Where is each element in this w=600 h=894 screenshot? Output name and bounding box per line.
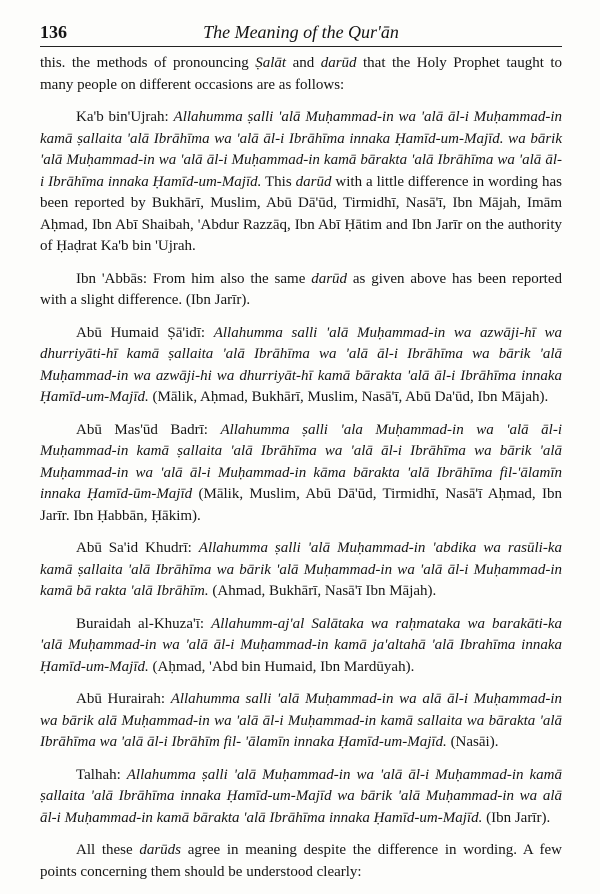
text-run: agree in meaning despite the difference in wording. A few points concerning them should be understood clearly: <box>40 842 562 880</box>
text-run: (Mālik, Aḥmad, Bukhārī, Muslim, Nasā'ī, Abū Da'ūd, Ibn Mājah). <box>148 389 549 405</box>
text-run: this. the methods of pronouncing <box>40 55 256 71</box>
text-run: Buraidah al-Khuza'ī: <box>76 615 212 632</box>
italic-transliteration: Allahumma salli 'alā Muḥammad-in wa alā āl-i Muḥammad-in wa bārik alā Muḥammad-in wa 'alā āl-i Muḥammad-in kamā sallaita wa bārakta 'alā Ibrāhīma wa 'alā āl-i Ibrāhīm fil- 'ālamīn innaka Ḥamīd-um-Majīd. <box>40 691 563 750</box>
italic-transliteration: Allahumma ṣalli 'ala Muḥammad-in wa 'alā āl-i Muḥammad-in kamā ṣallaita 'alā Ibrāhīma wa 'alā āl-i Ibrāhīma wa bārik 'alā Muḥammad-in wa 'alā āl-i Muḥammad-in kāma bārakta 'alā Ibrāhīma fil-'ālamīn innaka Ḥamīd-ūm-Majīd <box>40 421 562 502</box>
italic-transliteration: Allahumma salli 'alā Muḥammad-in wa azwāji-hī wa dhurriyāti-hī kamā ṣallaita 'alā Ibrāhīma wa 'alā āl-i Ibrāhīma wa bārik 'alā Muḥammad-in wa azwāji-hi wa dhurriyāt-hī kamā bārakta 'alā āl-i Ibrāhīma innaka Ḥamīd-um-Majīd. <box>40 324 562 405</box>
text-run: that the Holy Prophet taught to many people on different occasions are as follows: <box>40 55 562 93</box>
text-run: All these <box>76 842 140 858</box>
text-run: Abū Humaid Ṣā'idī: <box>76 324 214 341</box>
text-run: Ka'b bin'Ujrah: <box>76 109 174 125</box>
paragraph-buraidah-al-khuzai <box>40 614 562 679</box>
body-text <box>40 53 562 883</box>
italic-transliteration: Ṣalāt <box>255 55 287 71</box>
italic-transliteration: darūd <box>320 55 357 71</box>
text-run: This <box>261 173 296 190</box>
paragraph-intro <box>40 53 562 96</box>
page-number: 136 <box>40 22 67 42</box>
text-run: (Ahmad, Bukhārī, Nasā'ī Ibn Mājah). <box>208 583 437 599</box>
italic-transliteration: Allahumma ṣalli 'alā Muḥammad-in wa 'alā āl-i Muḥammad-in kamā ṣallaita 'alā Ibrāhīma innaka Ḥamīd-um-Majīd wa bārik 'alā Muḥammad-in wa alā āl-i Muḥammad-in kamā bārakta 'alā Ibrāhīma innaka Ḥamīd-um-Majīd. <box>40 766 562 826</box>
paragraph-conclusion <box>40 840 562 883</box>
text-run: (Aḥmad, 'Abd bin Humaid, Ibn Mardūyah). <box>148 658 415 675</box>
paragraph-abu-said-khudri <box>40 538 562 603</box>
italic-transliteration: Allahumma ṣalli 'alā Muḥammad-in 'abdika wa rasūli-ka kamā ṣallaita 'alā Ibrāhīma wa bārik 'alā Muḥammad-in wa 'alā āl-i Muḥammad-in kamā bā rakta 'alā Ibrāhīm. <box>40 540 562 599</box>
paragraph-abu-hurairah <box>40 689 562 754</box>
text-run: with a little difference in wording has been reported by Bukhārī, Muslim, Abū Dā'ūd, Tirmidhī, Nasā'ī, Ibn Mājah, Imām Aḥmad, Ibn Abī Shaibah, 'Abdur Razzāq, Ibn Abī Ḥātim and Ibn Jarīr on the authority of Ḥaḍrat Ka'b bin 'Ujrah. <box>40 173 562 254</box>
paragraph-talhah <box>40 765 562 830</box>
paragraph-abu-masud-badri <box>40 420 562 528</box>
italic-transliteration: Allahumma ṣalli 'alā Muḥammad-in wa 'alā āl-i Muḥammad-in kamā ṣallaita 'alā Ibrāhīma wa 'alā āl-i Ibrāhīma innaka Ḥamīd-um-Majīd. wa bārik 'alā Muḥammad-in wa 'alā āl-i Muḥammad-in kamā bārakta 'alā Ibrāhīma wa 'alā āl-i Ibrāhīma innaka Ḥamīd-um-Majīd. <box>40 109 563 190</box>
italic-transliteration: darūd <box>295 173 332 190</box>
italic-transliteration: Allahumm-aj'al Salātaka wa raḥmataka wa barakāti-ka 'alā Muḥammad-in wa 'alā āl-i Muḥammad-in kamā ja'altahā 'alā Ibrahīma innaka Ḥamīd-um-Majīd. <box>40 615 562 675</box>
text-run: (Mālik, Muslim, Abū Dā'ūd, Tirmidhī, Nasā'ī Aḥmad, Ibn Jarīr. Ibn Ḥabbān, Ḥākim). <box>40 486 562 524</box>
running-title: The Meaning of the Qur'ān <box>203 22 399 42</box>
paragraph-abu-humaid-saidi <box>40 323 562 409</box>
text-run: Ibn 'Abbās: From him also the same <box>76 270 312 287</box>
italic-transliteration: darūd <box>311 270 348 287</box>
text-run: Abū Sa'id Khudrī: <box>76 540 199 556</box>
paragraph-kab-bin-ujrah <box>40 107 562 258</box>
italic-transliteration: darūds <box>139 842 182 858</box>
text-run: Abū Hurairah: <box>76 691 171 707</box>
text-run: Talhah: <box>76 766 127 783</box>
text-run: and <box>286 55 321 71</box>
paragraph-ibn-abbas <box>40 269 562 312</box>
text-run: (Nasāi). <box>446 734 499 750</box>
text-run: as given above has been reported with a slight difference. (Ibn Jarīr). <box>40 270 563 308</box>
page-header <box>40 22 562 47</box>
text-run: Abū Mas'ūd Badrī: <box>76 421 221 438</box>
text-run: (Ibn Jarīr). <box>482 809 551 826</box>
